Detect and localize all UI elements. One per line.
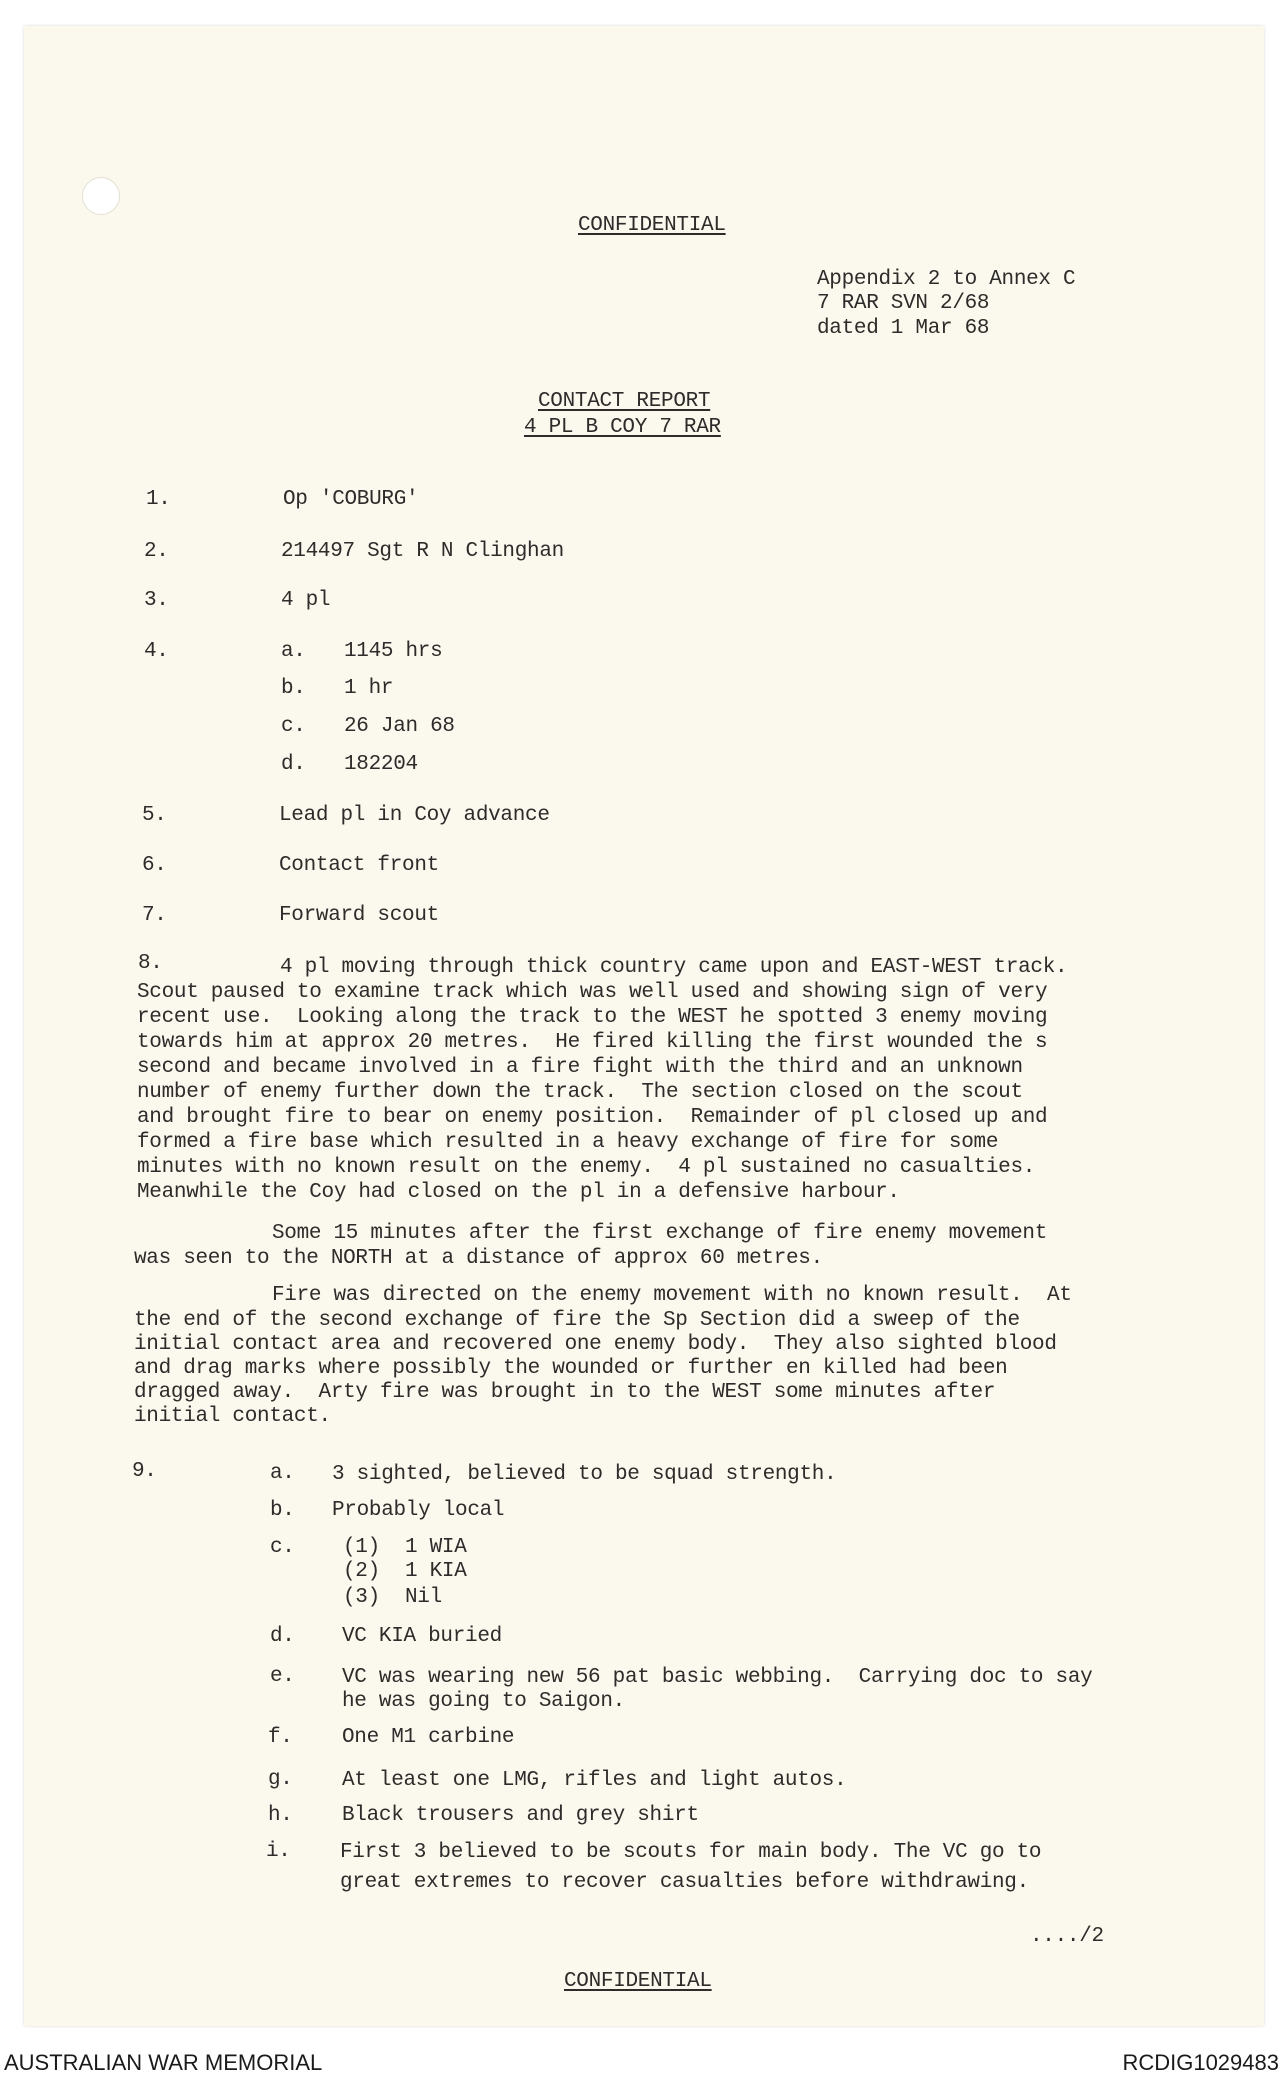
sub-letter: b. [270, 1499, 295, 1522]
reference-line: Appendix 2 to Annex C [817, 268, 1076, 291]
item-number: 6. [142, 854, 167, 877]
paragraph-line: towards him at approx 20 metres. He fired killing the first wounded the s [137, 1031, 1048, 1054]
sub-text: Probably local [332, 1499, 505, 1522]
paragraph-line: Some 15 minutes after the first exchange of fire enemy movement [272, 1222, 1048, 1245]
sub-letter: d. [281, 753, 306, 776]
item-number: 4. [144, 640, 169, 663]
classification-top: CONFIDENTIAL [578, 214, 726, 237]
sub-text: VC KIA buried [342, 1625, 502, 1648]
paragraph-line: Fire was directed on the enemy movement with no known result. At [272, 1284, 1072, 1307]
sub-letter: d. [270, 1625, 295, 1648]
sub-text: 182204 [344, 753, 418, 776]
sub-sub-number: (3) [343, 1586, 380, 1609]
paragraph-line: initial contact. [134, 1405, 331, 1428]
paragraph-line: minutes with no known result on the enemy. 4 pl sustained no casualties. [137, 1156, 1036, 1179]
sub-sub-text: 1 KIA [405, 1560, 467, 1583]
sub-letter: a. [281, 640, 306, 663]
sub-letter: f. [268, 1726, 293, 1749]
sub-text: 26 Jan 68 [344, 715, 455, 738]
reference-line: 7 RAR SVN 2/68 [817, 292, 990, 315]
item-number: 2. [144, 540, 169, 563]
sub-text: Black trousers and grey shirt [342, 1804, 699, 1827]
paragraph-line: 4 pl moving through thick country came upon and EAST-WEST track. [280, 956, 1068, 979]
paragraph-line: the end of the second exchange of fire the Sp Section did a sweep of the [134, 1309, 1020, 1332]
sub-sub-text: 1 WIA [405, 1536, 467, 1559]
paragraph-line: formed a fire base which resulted in a heavy exchange of fire for some [137, 1131, 999, 1154]
item-number: 3. [144, 589, 169, 612]
paragraph-line: Meanwhile the Coy had closed on the pl in a defensive harbour. [137, 1181, 900, 1204]
sub-text: First 3 believed to be scouts for main body. The VC go to [340, 1841, 1042, 1864]
item-text: Forward scout [279, 904, 439, 927]
sub-letter: h. [268, 1804, 293, 1827]
item-text: Lead pl in Coy advance [279, 804, 550, 827]
sub-text: At least one LMG, rifles and light autos. [342, 1769, 847, 1792]
page-continuation: ..../2 [1030, 1925, 1104, 1948]
item-number: 1. [146, 488, 171, 511]
sub-text: 3 sighted, believed to be squad strength. [332, 1463, 837, 1486]
sub-text: great extremes to recover casualties before withdrawing. [340, 1871, 1029, 1894]
sub-letter: c. [281, 715, 306, 738]
paragraph-line: second and became involved in a fire fight with the third and an unknown [137, 1056, 1023, 1079]
sub-text: he was going to Saigon. [342, 1690, 625, 1713]
report-title: CONTACT REPORT [538, 390, 711, 413]
item-number: 8. [138, 952, 163, 975]
sub-sub-number: (1) [343, 1536, 380, 1559]
paragraph-line: was seen to the NORTH at a distance of approx 60 metres. [134, 1247, 823, 1270]
paragraph-line: initial contact area and recovered one enemy body. They also sighted blood [134, 1333, 1057, 1356]
punch-hole [82, 177, 120, 215]
paragraph-line: number of enemy further down the track. The section closed on the scout [137, 1081, 1023, 1104]
paragraph-line: dragged away. Arty fire was brought in to the WEST some minutes after [134, 1381, 996, 1404]
footer-archive-name: AUSTRALIAN WAR MEMORIAL [4, 2050, 323, 2075]
reference-line: dated 1 Mar 68 [817, 317, 990, 340]
item-text: Op 'COBURG' [283, 488, 419, 511]
sub-sub-number: (2) [343, 1560, 380, 1583]
sub-letter: e. [270, 1665, 295, 1688]
sub-text: 1145 hrs [344, 640, 443, 663]
report-subtitle: 4 PL B COY 7 RAR [524, 416, 721, 439]
sub-text: VC was wearing new 56 pat basic webbing. Carrying doc to say [342, 1666, 1093, 1689]
item-text: Contact front [279, 854, 439, 877]
sub-sub-text: Nil [405, 1586, 442, 1609]
sub-letter: a. [270, 1462, 295, 1485]
paragraph-line: Scout paused to examine track which was well used and showing sign of very [137, 981, 1048, 1004]
item-number: 5. [142, 804, 167, 827]
item-text: 4 pl [281, 589, 331, 612]
sub-letter: b. [281, 677, 306, 700]
classification-bottom: CONFIDENTIAL [564, 1970, 712, 1993]
paragraph-line: and drag marks where possibly the wounded or further en killed had been [134, 1357, 1008, 1380]
paragraph-line: recent use. Looking along the track to the WEST he spotted 3 enemy moving [137, 1006, 1048, 1029]
item-number: 9. [132, 1460, 157, 1483]
sub-text: One M1 carbine [342, 1726, 515, 1749]
item-text: 214497 Sgt R N Clinghan [281, 540, 564, 563]
footer-record-id: RCDIG1029483 [1122, 2050, 1279, 2075]
sub-letter: i. [266, 1840, 291, 1863]
item-number: 7. [142, 904, 167, 927]
sub-letter: c. [270, 1536, 295, 1559]
sub-text: 1 hr [344, 677, 394, 700]
sub-letter: g. [268, 1768, 293, 1791]
paragraph-line: and brought fire to bear on enemy position. Remainder of pl closed up and [137, 1106, 1048, 1129]
